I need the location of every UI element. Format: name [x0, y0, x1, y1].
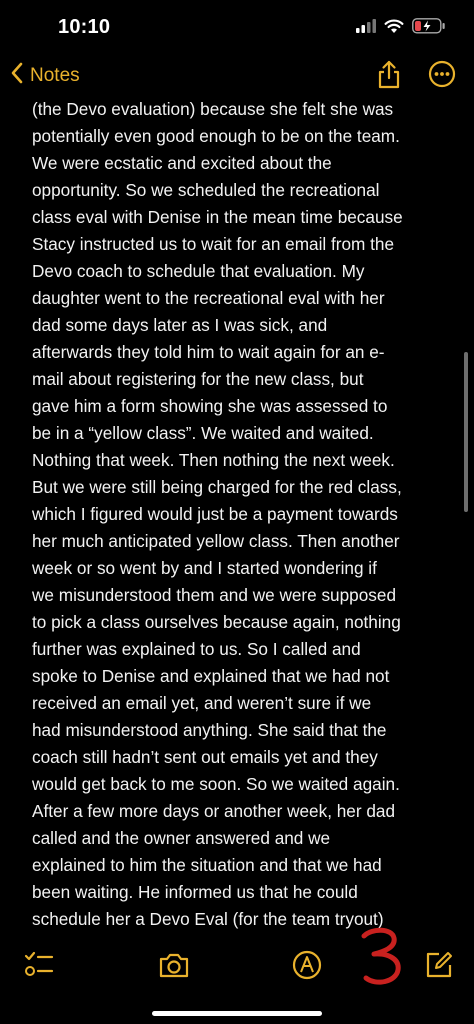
checklist-icon[interactable]: [24, 950, 54, 985]
note-line: to pick a class ourselves because again, nothing: [32, 612, 401, 632]
note-line: Nothing that week. Then nothing the next week.: [32, 450, 395, 470]
note-line: But we were still being charged for the red class,: [32, 477, 402, 497]
status-bar: [0, 0, 474, 58]
handwritten-number-annotation: [358, 926, 404, 988]
note-line: opportunity. So we scheduled the recreational: [32, 180, 380, 200]
note-line: we misunderstood them and we were supposed: [32, 585, 397, 605]
note-line: class eval with Denise in the mean time because: [32, 207, 403, 227]
compose-icon[interactable]: [424, 950, 454, 985]
chevron-left-icon: [10, 62, 24, 90]
note-line: spoke to Denise and explained that we had not: [32, 666, 390, 686]
note-line: afterwards they told him to wait again for an e-: [32, 342, 385, 362]
note-body[interactable]: [32, 96, 452, 933]
scroll-indicator[interactable]: [464, 352, 468, 512]
note-line: schedule her a Devo Eval (for the team tryout): [32, 909, 384, 929]
note-line: potentially even good enough to be on the team.: [32, 126, 400, 146]
note-line: called and the owner answered and we: [32, 828, 331, 848]
note-line: After a few more days or another week, her dad: [32, 801, 396, 821]
wifi-icon: [384, 19, 404, 39]
status-icons: [356, 18, 446, 39]
more-icon[interactable]: [428, 60, 456, 95]
note-line: mail about registering for the new class, but: [32, 369, 364, 389]
home-indicator[interactable]: [152, 1011, 322, 1016]
back-button[interactable]: [10, 62, 80, 90]
note-line: Devo coach to schedule that evaluation. My: [32, 261, 365, 281]
note-line: (the Devo evaluation) because she felt she was: [32, 99, 394, 119]
note-line: further was explained to us. So I called and: [32, 639, 361, 659]
note-line: We were ecstatic and excited about the: [32, 153, 332, 173]
note-line: been waiting. He informed us that he could: [32, 882, 358, 902]
camera-icon[interactable]: [158, 950, 190, 985]
note-line: which I figured would just be a payment towards: [32, 504, 398, 524]
nav-actions: [376, 60, 456, 95]
nav-bar: [0, 58, 474, 96]
note-line: dad some days later as I was sick, and: [32, 315, 328, 335]
note-line: would get back to me soon. So we waited again.: [32, 774, 400, 794]
note-line: had misunderstood anything. She said that the: [32, 720, 387, 740]
note-line: coach still hadn’t sent out emails yet and they: [32, 747, 378, 767]
note-line: Stacy instructed us to wait for an email from the: [32, 234, 395, 254]
share-icon[interactable]: [376, 60, 402, 95]
battery-charging-icon: [412, 18, 446, 39]
note-line: explained to him the situation and that we had: [32, 855, 382, 875]
note-line: gave him a form showing she was assessed to: [32, 396, 388, 416]
back-label: Notes: [30, 65, 80, 86]
note-line: be in a “yellow class”. We waited and waited.: [32, 423, 374, 443]
markup-pen-icon[interactable]: [292, 950, 322, 985]
note-line: received an email yet, and weren’t sure if we: [32, 693, 372, 713]
note-line: daughter went to the recreational eval with her: [32, 288, 385, 308]
note-line: week or so went by and I started wondering if: [32, 558, 377, 578]
note-line: her much anticipated yellow class. Then another: [32, 531, 400, 551]
status-time: 10:10: [58, 16, 111, 38]
cellular-signal-icon: [356, 19, 376, 38]
